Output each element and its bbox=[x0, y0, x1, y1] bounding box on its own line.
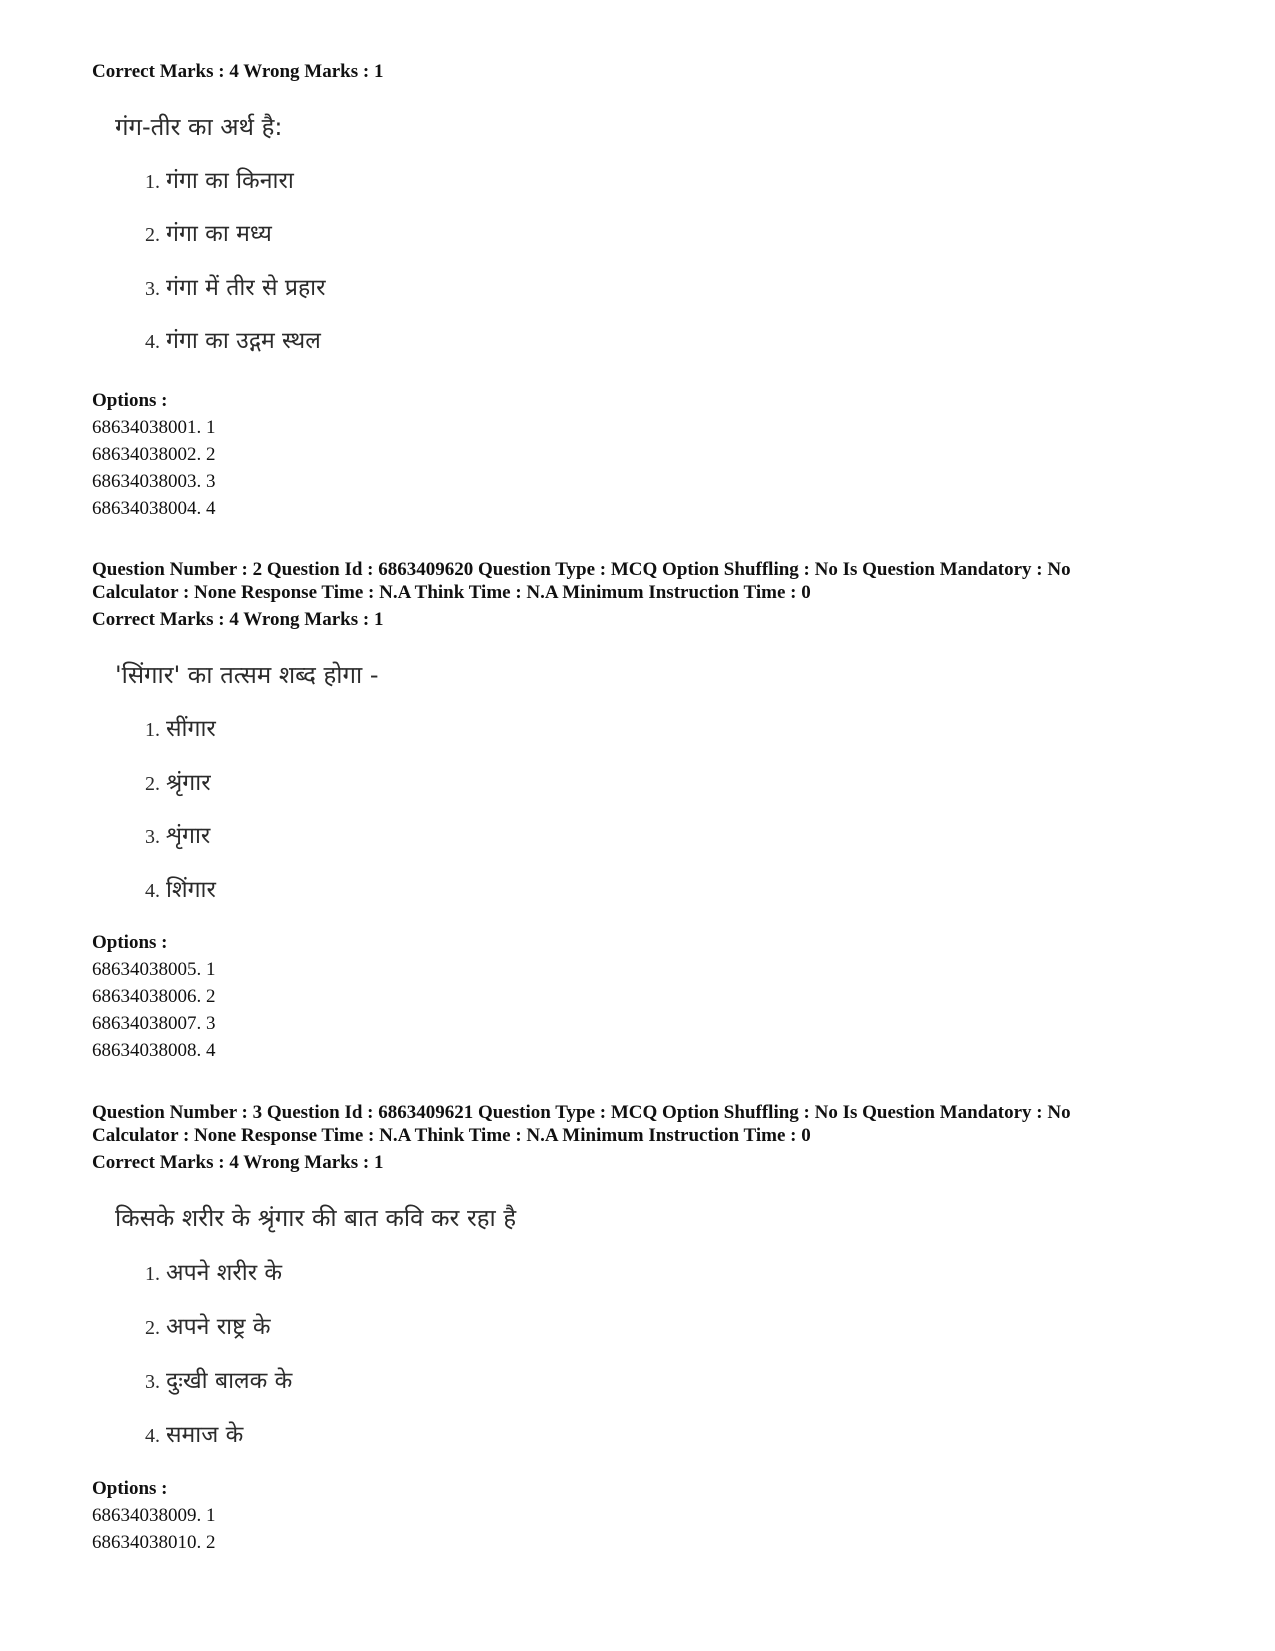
q2-marks: Correct Marks : 4 Wrong Marks : 1 bbox=[92, 609, 384, 630]
choice-number: 2. bbox=[145, 773, 160, 795]
choice-text: शृंगार bbox=[166, 823, 211, 849]
q2-options-label: Options : bbox=[92, 932, 168, 953]
choice-number: 4. bbox=[145, 331, 160, 353]
q3-meta-line-1: Question Number : 3 Question Id : 6863409621 Question Type : MCQ Option Shuffling : No Is Question Mandatory : No bbox=[92, 1102, 1071, 1123]
q3-option-1: 68634038009. 1 bbox=[92, 1505, 216, 1526]
q2-meta bbox=[92, 558, 1202, 604]
q3-meta-line-2: Calculator : None Response Time : N.A Think Time : N.A Minimum Instruction Time : 0 bbox=[92, 1125, 811, 1146]
choice-text: गंगा का उद्गम स्थल bbox=[166, 328, 321, 354]
q2-option-3: 68634038007. 3 bbox=[92, 1013, 216, 1034]
q3-choice-2 bbox=[145, 1309, 270, 1341]
choice-text: सींगार bbox=[166, 716, 216, 742]
choice-number: 3. bbox=[145, 1371, 160, 1393]
q3-choice-4 bbox=[145, 1417, 243, 1449]
choice-text: समाज के bbox=[166, 1422, 244, 1448]
choice-number: 4. bbox=[145, 880, 160, 902]
choice-text: अपने शरीर के bbox=[166, 1260, 283, 1286]
q2-choice-2 bbox=[145, 765, 211, 797]
q2-question-text: 'सिंगार' का तत्सम शब्द होगा - bbox=[115, 661, 379, 689]
q2-option-4: 68634038008. 4 bbox=[92, 1040, 216, 1061]
q3-choice-3 bbox=[145, 1363, 292, 1395]
q2-choice-3 bbox=[145, 818, 210, 850]
q1-option-2: 68634038002. 2 bbox=[92, 444, 216, 465]
choice-number: 1. bbox=[145, 719, 160, 741]
q3-option-2: 68634038010. 2 bbox=[92, 1532, 216, 1553]
choice-number: 2. bbox=[145, 224, 160, 246]
q1-choice-3 bbox=[145, 270, 326, 302]
q2-meta-line-2: Calculator : None Response Time : N.A Think Time : N.A Minimum Instruction Time : 0 bbox=[92, 582, 811, 603]
choice-number: 4. bbox=[145, 1425, 160, 1447]
q1-option-1: 68634038001. 1 bbox=[92, 417, 216, 438]
q1-choice-4 bbox=[145, 323, 321, 355]
q2-choice-4 bbox=[145, 872, 216, 904]
choice-number: 1. bbox=[145, 171, 160, 193]
choice-text: अपने राष्ट्र के bbox=[166, 1314, 271, 1340]
q3-question-text: किसके शरीर के श्रृंगार की बात कवि कर रहा है bbox=[115, 1204, 517, 1232]
q1-options-label: Options : bbox=[92, 390, 168, 411]
q1-choice-1 bbox=[145, 163, 294, 195]
q2-option-2: 68634038006. 2 bbox=[92, 986, 216, 1007]
q1-option-3: 68634038003. 3 bbox=[92, 471, 216, 492]
choice-text: श्रृंगार bbox=[166, 770, 211, 796]
q1-marks: Correct Marks : 4 Wrong Marks : 1 bbox=[92, 61, 384, 82]
q3-marks: Correct Marks : 4 Wrong Marks : 1 bbox=[92, 1152, 384, 1173]
q3-choice-1 bbox=[145, 1255, 282, 1287]
choice-number: 1. bbox=[145, 1263, 160, 1285]
choice-text: शिंगार bbox=[166, 877, 216, 903]
q2-choice-1 bbox=[145, 711, 216, 743]
choice-text: गंगा का मध्य bbox=[166, 221, 272, 247]
q1-option-4: 68634038004. 4 bbox=[92, 498, 216, 519]
choice-number: 2. bbox=[145, 1317, 160, 1339]
q2-meta-line-1: Question Number : 2 Question Id : 6863409620 Question Type : MCQ Option Shuffling : No Is Question Mandatory : No bbox=[92, 559, 1071, 580]
choice-number: 3. bbox=[145, 278, 160, 300]
q2-option-1: 68634038005. 1 bbox=[92, 959, 216, 980]
choice-text: दुःखी बालक के bbox=[166, 1368, 293, 1394]
q3-options-label: Options : bbox=[92, 1478, 168, 1499]
q1-question-text: गंग-तीर का अर्थ है: bbox=[115, 113, 283, 141]
choice-text: गंगा का किनारा bbox=[166, 168, 294, 194]
choice-text: गंगा में तीर से प्रहार bbox=[166, 275, 326, 301]
choice-number: 3. bbox=[145, 826, 160, 848]
q1-choice-2 bbox=[145, 216, 272, 248]
q3-meta bbox=[92, 1101, 1202, 1147]
